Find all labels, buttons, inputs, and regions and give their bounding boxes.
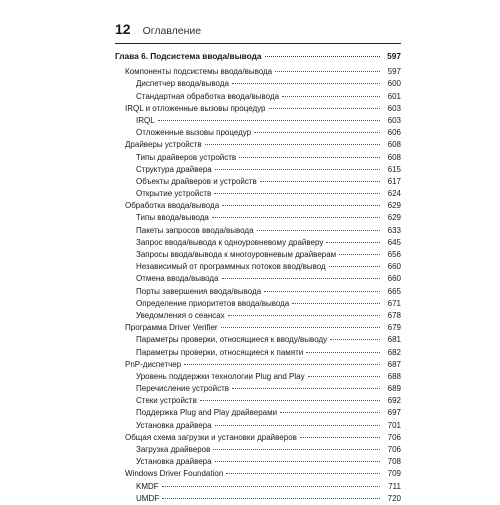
toc-entry-page: 708: [387, 457, 401, 467]
toc-entry-page: 706: [387, 445, 401, 454]
toc-entry: [115, 152, 401, 164]
running-title: Оглавление: [142, 25, 202, 37]
header-rule: [115, 43, 401, 44]
toc-entry-page: 681: [387, 335, 401, 345]
toc-entry-label: Windows Driver Foundation: [125, 469, 224, 479]
dot-leader: [162, 486, 380, 487]
toc-entry: [115, 176, 401, 188]
toc-entry: [115, 225, 401, 237]
toc-entry: [115, 66, 401, 78]
toc-entry-page: 629: [387, 201, 401, 211]
toc-entry-label: Обработка ввода/вывода: [125, 201, 220, 211]
dot-leader: [280, 412, 380, 413]
dot-leader: [215, 461, 380, 462]
toc-entry-label: PnP-диспетчер: [125, 359, 182, 369]
toc-entry-page: 709: [387, 469, 401, 479]
toc-entry-label: Уведомления о сеансах: [136, 310, 225, 320]
toc-entry-label: Типы драйверов устройств: [136, 152, 237, 162]
toc-entry-label: Отложенные вызовы процедур: [136, 128, 252, 138]
toc-entry-page: 682: [387, 347, 401, 357]
toc-entry: [115, 468, 401, 480]
dot-leader: [212, 217, 380, 218]
toc-entry: [115, 298, 401, 310]
dot-leader: [215, 169, 380, 170]
toc-entry: [115, 310, 401, 322]
toc-entry-label: Определение приоритетов ввода/вывода: [136, 298, 290, 308]
dot-leader: [222, 278, 381, 279]
toc-entry-label: Установка драйвера: [136, 420, 212, 430]
toc-entry-page: 711: [388, 481, 401, 491]
toc-entry-label: UMDF: [136, 493, 160, 503]
toc-entry-page: 603: [387, 103, 401, 113]
dot-leader: [269, 108, 381, 109]
toc-entry-label: Стандартная обработка ввода/вывода: [136, 91, 280, 101]
dot-leader: [184, 364, 380, 365]
toc-entry: [115, 359, 401, 371]
dot-leader: [260, 181, 380, 182]
toc-entry-label: Типы ввода/вывода: [136, 213, 209, 223]
toc-entry-label: IRQL: [136, 115, 155, 125]
dot-leader: [214, 193, 380, 194]
dot-leader: [300, 437, 380, 438]
toc-entry-label: Пакеты запросов ввода/вывода: [136, 225, 254, 235]
dot-leader: [200, 400, 380, 401]
toc-entry-page: 720: [387, 493, 401, 503]
toc-entry-label: Параметры проверки, относящиеся к вводу/выводу: [136, 335, 328, 345]
toc-entry-page: 689: [387, 384, 401, 394]
toc-entry: [115, 286, 401, 298]
dot-leader: [232, 83, 380, 84]
toc-entry: [115, 481, 401, 493]
toc-entry-label: Открытие устройств: [136, 189, 212, 199]
toc-entry-page: 706: [387, 432, 401, 442]
dot-leader: [308, 376, 380, 377]
dot-leader: [226, 473, 380, 474]
toc-entry-label: Перечисление устройств: [136, 384, 229, 394]
dot-leader: [158, 120, 380, 121]
toc-entry-label: Программа Driver Verifier: [125, 323, 218, 333]
toc-entry-page: 617: [387, 176, 401, 186]
toc-entry: [115, 273, 401, 285]
toc-entry: [115, 420, 401, 432]
toc-entry-page: 608: [387, 152, 401, 162]
dot-leader: [222, 205, 380, 206]
toc-entry: [115, 322, 401, 334]
toc-entry-label: Порты завершения ввода/вывода: [136, 286, 262, 296]
toc-entry: [115, 78, 401, 90]
toc-entry-page: 600: [387, 79, 401, 89]
toc-entry-page: 678: [387, 310, 401, 320]
toc-entry: [115, 347, 401, 359]
toc-entry-page: 688: [387, 371, 401, 381]
toc-entry-page: 597: [387, 67, 401, 77]
toc-entry-label: Поддержка Plug and Play драйверами: [136, 408, 278, 418]
dot-leader: [213, 449, 380, 450]
dot-leader: [239, 157, 380, 158]
toc-entry: [115, 444, 401, 456]
toc-entry: [115, 432, 401, 444]
toc-entry-label: Глава 6. Подсистема ввода/вывода: [115, 51, 262, 61]
toc-entry-label: Независимый от программных потоков ввод/вывод: [136, 262, 326, 272]
toc-entry: [115, 127, 401, 139]
toc-entry: [115, 456, 401, 468]
toc-entry-label: IRQL и отложенные вызовы процедур: [125, 103, 266, 113]
page-number: 12: [115, 21, 131, 37]
toc-entry-page: 660: [387, 274, 401, 284]
toc-entry: [115, 139, 401, 151]
toc-entry-page: 671: [387, 298, 401, 308]
dot-leader: [228, 315, 380, 316]
toc-entry-label: Установка драйвера: [136, 457, 212, 467]
dot-leader: [265, 56, 381, 57]
toc-entry-label: Структура драйвера: [136, 164, 212, 174]
toc-entry: [115, 261, 401, 273]
toc-entry-label: Объекты драйверов и устройств: [136, 176, 257, 186]
dot-leader: [329, 266, 380, 267]
toc-entry: [115, 407, 401, 419]
toc-entry: [115, 395, 401, 407]
toc-entry-label: Стеки устройств: [136, 396, 197, 406]
toc-entry-page: 615: [387, 164, 401, 174]
toc-entry-page: 608: [387, 140, 401, 150]
dot-leader: [205, 144, 380, 145]
dot-leader: [254, 132, 380, 133]
toc-entry-label: Драйверы устройств: [125, 140, 202, 150]
toc-entry: [115, 103, 401, 115]
dot-leader: [221, 327, 380, 328]
toc-entry: [115, 237, 401, 249]
toc-entry-page: 692: [387, 396, 401, 406]
toc-entry: [115, 200, 401, 212]
toc-entry: [115, 115, 401, 127]
toc-entry-page: 660: [387, 262, 401, 272]
toc-entry-page: 701: [387, 420, 401, 430]
toc-entry-page: 601: [387, 91, 401, 101]
dot-leader: [339, 254, 380, 255]
dot-leader: [330, 339, 380, 340]
toc-entry-page: 679: [387, 323, 401, 333]
toc-entry: [115, 334, 401, 346]
dot-leader: [326, 242, 380, 243]
toc-entry-label: Уровень поддержки технологии Plug and Play: [136, 371, 305, 381]
table-of-contents: [115, 50, 401, 505]
toc-entry-label: Загрузка драйверов: [136, 445, 211, 454]
toc-entry: [115, 383, 401, 395]
toc-entry: [115, 212, 401, 224]
dot-leader: [162, 498, 380, 499]
dot-leader: [264, 291, 380, 292]
toc-entry-page: 597: [387, 51, 401, 61]
toc-entry-label: Параметры проверки, относящиеся к памяти: [136, 347, 304, 357]
toc-entry-page: 629: [387, 213, 401, 223]
dot-leader: [215, 425, 380, 426]
toc-entry: [115, 91, 401, 103]
toc-entry-page: 697: [387, 408, 401, 418]
toc-entry: [115, 164, 401, 176]
toc-entry: [115, 371, 401, 383]
toc-entry-page: 687: [387, 359, 401, 369]
toc-entry-label: KMDF: [136, 481, 159, 491]
dot-leader: [306, 352, 380, 353]
toc-entry-label: Диспетчер ввода/вывода: [136, 79, 229, 89]
dot-leader: [275, 71, 380, 72]
toc-entry-label: Запрос ввода/вывода к одноуровневому драйверу: [136, 237, 324, 247]
toc-entry-page: 606: [387, 128, 401, 138]
toc-entry-label: Отмена ввода/вывода: [136, 274, 219, 284]
toc-entry: [115, 493, 401, 505]
dot-leader: [292, 303, 380, 304]
toc-entry-label: Общая схема загрузки и установки драйверов: [125, 432, 297, 442]
toc-entry-page: 633: [387, 225, 401, 235]
dot-leader: [257, 230, 380, 231]
toc-entry: [115, 188, 401, 200]
dot-leader: [232, 388, 380, 389]
toc-entry-page: 665: [387, 286, 401, 296]
toc-entry-page: 603: [387, 115, 401, 125]
toc-chapter-entry: [115, 50, 401, 62]
page-header: [115, 21, 401, 43]
toc-entry-page: 656: [387, 250, 401, 259]
toc-entry: [115, 249, 401, 261]
toc-entry-page: 645: [387, 237, 401, 247]
toc-entry-page: 624: [387, 189, 401, 199]
toc-entry-label: Запросы ввода/вывода к многоуровневым драйверам: [136, 250, 337, 259]
toc-entry-label: Компоненты подсистемы ввода/вывода: [125, 67, 273, 77]
dot-leader: [282, 96, 380, 97]
